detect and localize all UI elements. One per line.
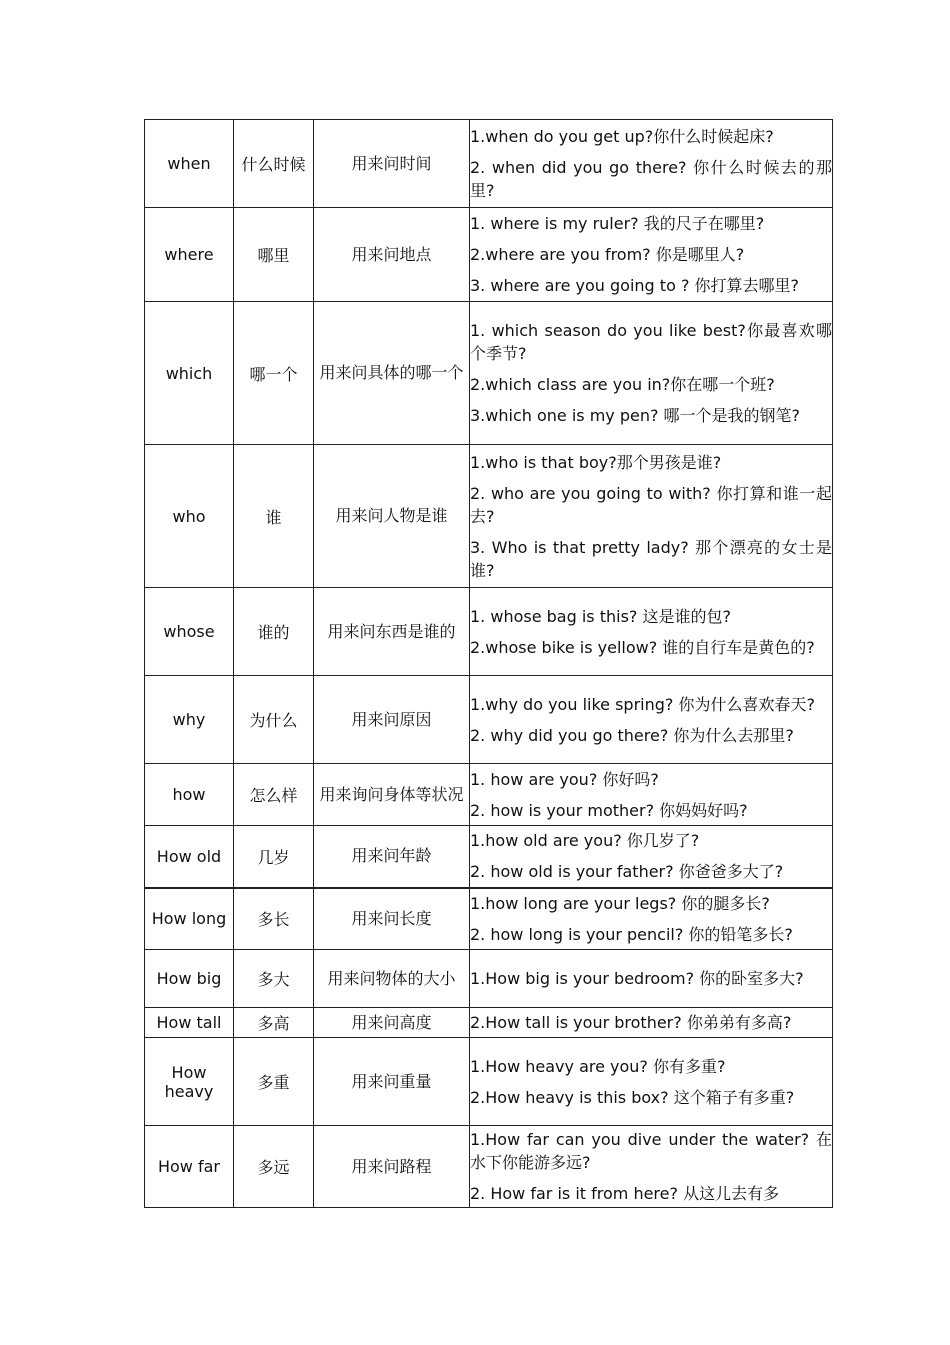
question-word-cell: How heavy (145, 1038, 234, 1126)
examples-list (470, 451, 832, 582)
question-word-cell: how (145, 764, 234, 826)
examples-cell (470, 302, 833, 445)
example-sentence: 1.how old are you? 你几岁了? (470, 831, 700, 851)
example-sentence: 2.How heavy is this box? 这个箱子有多重? (470, 1087, 795, 1107)
examples-cell (470, 764, 833, 826)
question-word-cell: where (145, 208, 234, 302)
examples-list (470, 319, 832, 427)
question-word-cell: who (145, 445, 234, 588)
examples-cell (470, 676, 833, 764)
example-sentence: 2.where are you from? 你是哪里人? (470, 245, 745, 264)
table-body (145, 120, 833, 1208)
question-word-cell: How old (145, 826, 234, 888)
examples-list (470, 212, 832, 297)
example-sentence: 1. where is my ruler? 我的尺子在哪里? (470, 214, 765, 233)
example-sentence: 2. How far is it from here? 从这儿去有多 (470, 1184, 780, 1203)
usage-cell: 用来询问身体等状况 (314, 764, 470, 826)
usage-cell: 用来问地点 (314, 208, 470, 302)
chinese-meaning-cell: 几岁 (234, 826, 314, 888)
question-word-cell: How far (145, 1126, 234, 1208)
examples-cell (470, 1126, 833, 1208)
chinese-meaning-cell: 哪一个 (234, 302, 314, 445)
example-sentence: 1.How far can you dive under the water? 在水下你能游多远? (470, 1130, 832, 1172)
question-word-cell: How long (145, 888, 234, 950)
chinese-meaning-cell: 多大 (234, 950, 314, 1008)
question-word-cell: when (145, 120, 234, 208)
example-sentence: 2. how is your mother? 你妈妈好吗? (470, 800, 748, 820)
examples-cell (470, 208, 833, 302)
table-row (145, 588, 833, 676)
usage-cell: 用来问重量 (314, 1038, 470, 1126)
usage-cell: 用来问路程 (314, 1126, 470, 1208)
example-sentence: 1. which season do you like best?你最喜欢哪个季节? (470, 321, 832, 363)
chinese-meaning-cell: 多远 (234, 1126, 314, 1208)
chinese-meaning-cell: 怎么样 (234, 764, 314, 826)
examples-list (470, 125, 832, 202)
table-row (145, 445, 833, 588)
examples-cell (470, 445, 833, 588)
usage-cell: 用来问高度 (314, 1008, 470, 1038)
table-row (145, 1008, 833, 1038)
example-sentence: 2.How tall is your brother? 你弟弟有多高? (470, 1013, 792, 1032)
table-row (145, 764, 833, 826)
chinese-meaning-cell: 多长 (234, 888, 314, 950)
example-sentence: 3. where are you going to ? 你打算去哪里? (470, 276, 800, 295)
examples-cell (470, 826, 833, 888)
examples-list (470, 892, 832, 946)
chinese-meaning-cell: 什么时候 (234, 120, 314, 208)
examples-cell (470, 888, 833, 950)
chinese-meaning-cell: 为什么 (234, 676, 314, 764)
example-sentence: 1. whose bag is this? 这是谁的包? (470, 606, 731, 626)
examples-cell (470, 120, 833, 208)
examples-cell (470, 1038, 833, 1126)
example-sentence: 1.why do you like spring? 你为什么喜欢春天? (470, 694, 815, 714)
example-sentence: 1.when do you get up?你什么时候起床? (470, 127, 774, 146)
table-row (145, 1038, 833, 1126)
example-sentence: 2. who are you going to with? 你打算和谁一起去? (470, 483, 832, 526)
table-row (145, 826, 833, 888)
example-sentence: 2. how long is your pencil? 你的铅笔多长? (470, 924, 793, 944)
example-sentence: 2. when did you go there? 你什么时候去的那里? (470, 158, 832, 200)
table-row (145, 950, 833, 1008)
question-word-cell: How big (145, 950, 234, 1008)
examples-list (470, 1055, 832, 1109)
question-word-cell: How tall (145, 1008, 234, 1038)
table-row (145, 208, 833, 302)
question-word-cell: why (145, 676, 234, 764)
usage-cell: 用来问年龄 (314, 826, 470, 888)
example-sentence: 1. how are you? 你好吗? (470, 769, 659, 789)
examples-list (470, 967, 832, 990)
example-sentence: 2.which class are you in?你在哪一个班? (470, 375, 775, 394)
chinese-meaning-cell: 多重 (234, 1038, 314, 1126)
examples-list (470, 693, 832, 747)
examples-list (470, 1128, 832, 1205)
chinese-meaning-cell: 谁的 (234, 588, 314, 676)
chinese-meaning-cell: 哪里 (234, 208, 314, 302)
example-sentence: 3. Who is that pretty lady? 那个漂亮的女士是谁? (470, 537, 832, 580)
chinese-meaning-cell: 多高 (234, 1008, 314, 1038)
example-sentence: 2.whose bike is yellow? 谁的自行车是黄色的? (470, 637, 815, 657)
examples-cell (470, 1008, 833, 1038)
table-row (145, 1126, 833, 1208)
chinese-meaning-cell: 谁 (234, 445, 314, 588)
usage-cell: 用来问原因 (314, 676, 470, 764)
example-sentence: 2. how old is your father? 你爸爸多大了? (470, 862, 784, 882)
example-sentence: 1.How heavy are you? 你有多重? (470, 1056, 726, 1076)
usage-cell: 用来问时间 (314, 120, 470, 208)
usage-cell: 用来问东西是谁的 (314, 588, 470, 676)
table-row (145, 302, 833, 445)
examples-cell (470, 950, 833, 1008)
example-sentence: 3.which one is my pen? 哪一个是我的钢笔? (470, 406, 801, 425)
question-word-cell: whose (145, 588, 234, 676)
example-sentence: 1.who is that boy?那个男孩是谁? (470, 452, 722, 472)
usage-cell: 用来问物体的大小 (314, 950, 470, 1008)
examples-cell (470, 588, 833, 676)
examples-list (470, 829, 832, 883)
table-row (145, 676, 833, 764)
table-row (145, 888, 833, 950)
example-sentence: 1.how long are your legs? 你的腿多长? (470, 893, 770, 913)
example-sentence: 1.How big is your bedroom? 你的卧室多大? (470, 969, 804, 988)
examples-list (470, 768, 832, 822)
usage-cell: 用来问人物是谁 (314, 445, 470, 588)
question-words-table (144, 119, 833, 1208)
examples-list (470, 605, 832, 659)
question-word-cell: which (145, 302, 234, 445)
example-sentence: 2. why did you go there? 你为什么去那里? (470, 725, 794, 745)
usage-cell: 用来问长度 (314, 888, 470, 950)
table-row (145, 120, 833, 208)
usage-cell: 用来问具体的哪一个 (314, 302, 470, 445)
examples-list (470, 1011, 832, 1034)
